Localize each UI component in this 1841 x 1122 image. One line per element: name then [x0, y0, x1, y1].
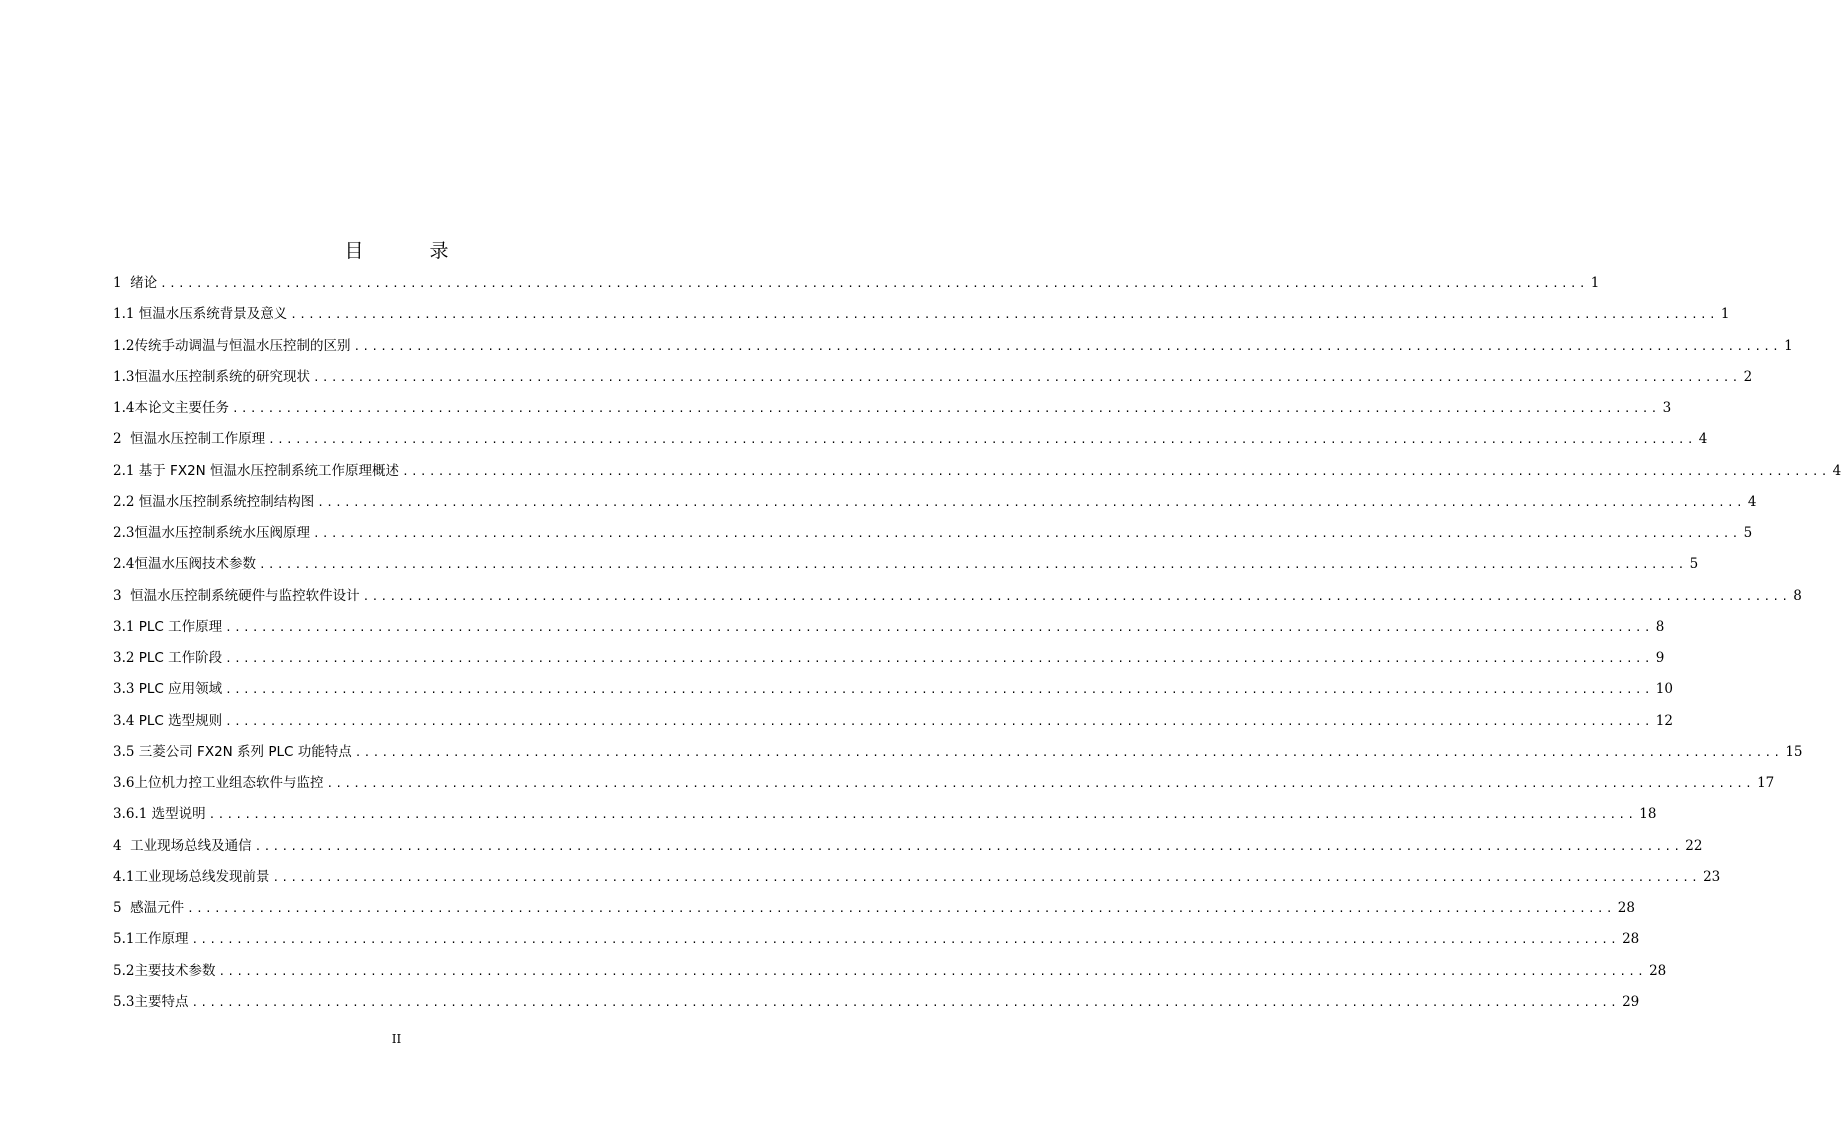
toc-entry-page: 17	[1757, 775, 1775, 791]
toc-entry-label: 基于 FX2N 恒温水压控制系统工作原理概述	[138, 462, 400, 479]
toc-entry-label: PLC 工作阶段	[138, 650, 223, 666]
toc-entry-number: 5	[113, 900, 131, 916]
toc-entry[interactable]	[113, 987, 1640, 1018]
toc-entry-label: 选型说明	[151, 806, 206, 823]
toc-entry-number: 3.2	[113, 650, 139, 666]
toc-entry-page: 15	[1785, 743, 1803, 760]
toc-entry-label: 恒温水压控制系统控制结构图	[138, 493, 315, 510]
toc-entry-page: 1	[1590, 275, 1600, 291]
toc-entry-page: 28	[1622, 931, 1640, 948]
toc-dot-leader: ................................................................................................................................................................	[353, 339, 1782, 353]
toc-entry-page: 5	[1689, 556, 1699, 573]
toc-entry-number: 5.1	[113, 931, 135, 948]
toc-entry[interactable]	[113, 956, 1667, 987]
toc-entry-page: 23	[1703, 868, 1721, 885]
toc-entry-page: 29	[1622, 993, 1640, 1010]
toc-dot-leader: ................................................................................................................................................................	[354, 745, 1783, 759]
toc-entry-page: 3	[1662, 400, 1672, 416]
toc-dot-leader: ................................................................................................................................................................	[362, 589, 1791, 603]
toc-dot-leader: ................................................................................................................................................................	[326, 777, 1755, 790]
toc-entry-label: 上位机力控工业组态软件与监控	[134, 775, 324, 791]
toc-entry[interactable]	[113, 424, 1708, 455]
toc-entry-page: 4	[1698, 431, 1708, 448]
toc-entry-page: 18	[1639, 806, 1657, 823]
toc-entry-label: 主要技术参数	[134, 962, 216, 979]
toc-entry-number: 2.3	[113, 525, 135, 541]
toc-entry-number: 3	[113, 587, 131, 604]
toc-entry[interactable]	[113, 674, 1673, 705]
toc-dot-leader: ................................................................................................................................................................	[225, 714, 1653, 728]
toc-dot-leader: ................................................................................................................................................................	[191, 933, 1620, 947]
page-number: II	[391, 1032, 402, 1046]
toc-entry-page: 28	[1649, 962, 1667, 979]
toc-dot-leader: ................................................................................................................................................................	[225, 683, 1653, 697]
toc-entry-number: 2.4	[113, 556, 135, 573]
toc-entry-label: PLC 应用领域	[138, 681, 223, 698]
toc-entry[interactable]	[113, 549, 1699, 580]
toc-entry-number: 1.4	[113, 400, 135, 416]
toc-entry[interactable]	[113, 862, 1721, 893]
toc-entry[interactable]	[113, 737, 1803, 768]
toc-dot-leader: ................................................................................................................................................................	[160, 277, 1588, 290]
toc-entry[interactable]	[113, 831, 1703, 862]
toc-dot-leader: ................................................................................................................................................................	[254, 839, 1683, 853]
toc-entry-number: 3.5	[113, 743, 139, 760]
toc-dot-leader: ................................................................................................................................................................	[312, 370, 1741, 384]
toc-entry-number: 4.1	[113, 868, 135, 885]
toc-entry-label: 主要特点	[134, 993, 189, 1010]
toc-entry-label: 传统手动调温与恒温水压控制的区别	[134, 337, 351, 354]
toc-entry-page: 1	[1784, 337, 1793, 354]
toc-entry-page: 10	[1655, 681, 1673, 698]
toc-entry-number: 3.6	[113, 775, 135, 791]
toc-entry-label: 工业现场总线发现前景	[134, 868, 270, 885]
toc-entry[interactable]	[113, 612, 1665, 643]
toc-entry[interactable]	[113, 487, 1757, 518]
toc-dot-leader: ................................................................................................................................................................	[317, 495, 1745, 509]
toc-entry-number: 3.4	[113, 712, 139, 729]
toc-dot-leader: ................................................................................................................................................................	[208, 808, 1637, 822]
toc-entry[interactable]	[113, 893, 1635, 924]
toc-entry[interactable]	[113, 643, 1665, 674]
toc-entry-page: 4	[1747, 493, 1757, 510]
toc-entry-label: 恒温水压控制工作原理	[130, 431, 266, 448]
toc-entry-number: 1.1	[113, 306, 139, 323]
toc-entry[interactable]	[113, 268, 1600, 299]
toc-dot-leader: ................................................................................................................................................................	[312, 527, 1741, 540]
toc-entry-number: 4	[113, 837, 131, 854]
toc-entry-number: 3.1	[113, 618, 139, 635]
toc-entry-number: 5.3	[113, 993, 135, 1010]
toc-entry[interactable]	[113, 393, 1672, 424]
toc-entry-page: 12	[1655, 712, 1673, 729]
toc-entry-page: 28	[1617, 900, 1635, 916]
toc-entry-label: 恒温水压系统背景及意义	[138, 306, 288, 323]
toc-entry-label: 恒温水压控制系统水压阀原理	[134, 525, 310, 541]
toc-entry[interactable]	[113, 581, 1802, 612]
toc-dot-leader: ................................................................................................................................................................	[225, 652, 1653, 665]
toc-entry[interactable]	[113, 706, 1673, 737]
toc-entry-label: 工业现场总线及通信	[130, 837, 252, 854]
toc-entry-label: 感温元件	[130, 900, 185, 916]
toc-entry-page: 8	[1655, 618, 1665, 635]
toc-entry-number: 3.3	[113, 681, 139, 698]
toc-entry-label: 恒温水压控制系统的研究现状	[134, 368, 310, 385]
toc-entry-number: 1	[113, 275, 131, 291]
toc-dot-leader: ................................................................................................................................................................	[231, 402, 1660, 415]
toc-entry[interactable]	[113, 924, 1640, 955]
toc-entry-number: 1.2	[113, 337, 135, 354]
toc-entry-label: 工作原理	[134, 931, 189, 948]
toc-entry[interactable]	[113, 299, 1730, 330]
toc-title: 目 录	[344, 240, 479, 262]
toc-entry-page: 9	[1655, 650, 1665, 666]
toc-entry-page: 5	[1743, 525, 1753, 541]
toc-entry-label: 恒温水压控制系统硬件与监控软件设计	[130, 587, 360, 604]
toc-entry[interactable]	[113, 456, 1841, 487]
toc-entry-number: 1.3	[113, 368, 135, 385]
toc-entry-label: 三菱公司 FX2N 系列 PLC 功能特点	[138, 743, 352, 760]
toc-entry[interactable]	[113, 362, 1753, 393]
toc-entry-page: 22	[1685, 837, 1703, 854]
toc-entry[interactable]	[113, 799, 1657, 830]
toc-entry-number: 5.2	[113, 962, 135, 979]
table-of-contents	[113, 268, 1841, 1018]
toc-entry-page: 4	[1832, 462, 1841, 479]
toc-entry-label: 绪论	[130, 275, 158, 291]
toc-entry[interactable]	[113, 518, 1753, 549]
toc-dot-leader: ................................................................................................................................................................	[402, 464, 1830, 478]
toc-entry-page: 2	[1743, 368, 1753, 385]
toc-entry-number: 2.1	[113, 462, 139, 479]
toc-entry-number: 2	[113, 431, 131, 448]
toc-entry-label: PLC 选型规则	[138, 712, 223, 729]
toc-entry-page: 8	[1793, 587, 1802, 604]
toc-dot-leader: ................................................................................................................................................................	[258, 558, 1687, 572]
toc-dot-leader: ................................................................................................................................................................	[290, 308, 1718, 322]
toc-dot-leader: ................................................................................................................................................................	[225, 620, 1653, 634]
toc-dot-leader: ................................................................................................................................................................	[272, 870, 1701, 884]
toc-entry[interactable]	[113, 331, 1793, 362]
toc-entry[interactable]	[113, 768, 1775, 799]
toc-entry-label: 本论文主要任务	[134, 400, 229, 416]
toc-entry-number: 3.6.1	[113, 806, 152, 823]
toc-dot-leader: ................................................................................................................................................................	[191, 995, 1620, 1009]
toc-entry-page: 1	[1720, 306, 1730, 323]
toc-entry-label: 恒温水压阀技术参数	[134, 556, 256, 573]
toc-dot-leader: ................................................................................................................................................................	[187, 902, 1615, 915]
toc-dot-leader: ................................................................................................................................................................	[268, 433, 1696, 447]
toc-entry-number: 2.2	[113, 493, 139, 510]
toc-dot-leader: ................................................................................................................................................................	[218, 964, 1647, 978]
toc-entry-label: PLC 工作原理	[138, 618, 223, 635]
